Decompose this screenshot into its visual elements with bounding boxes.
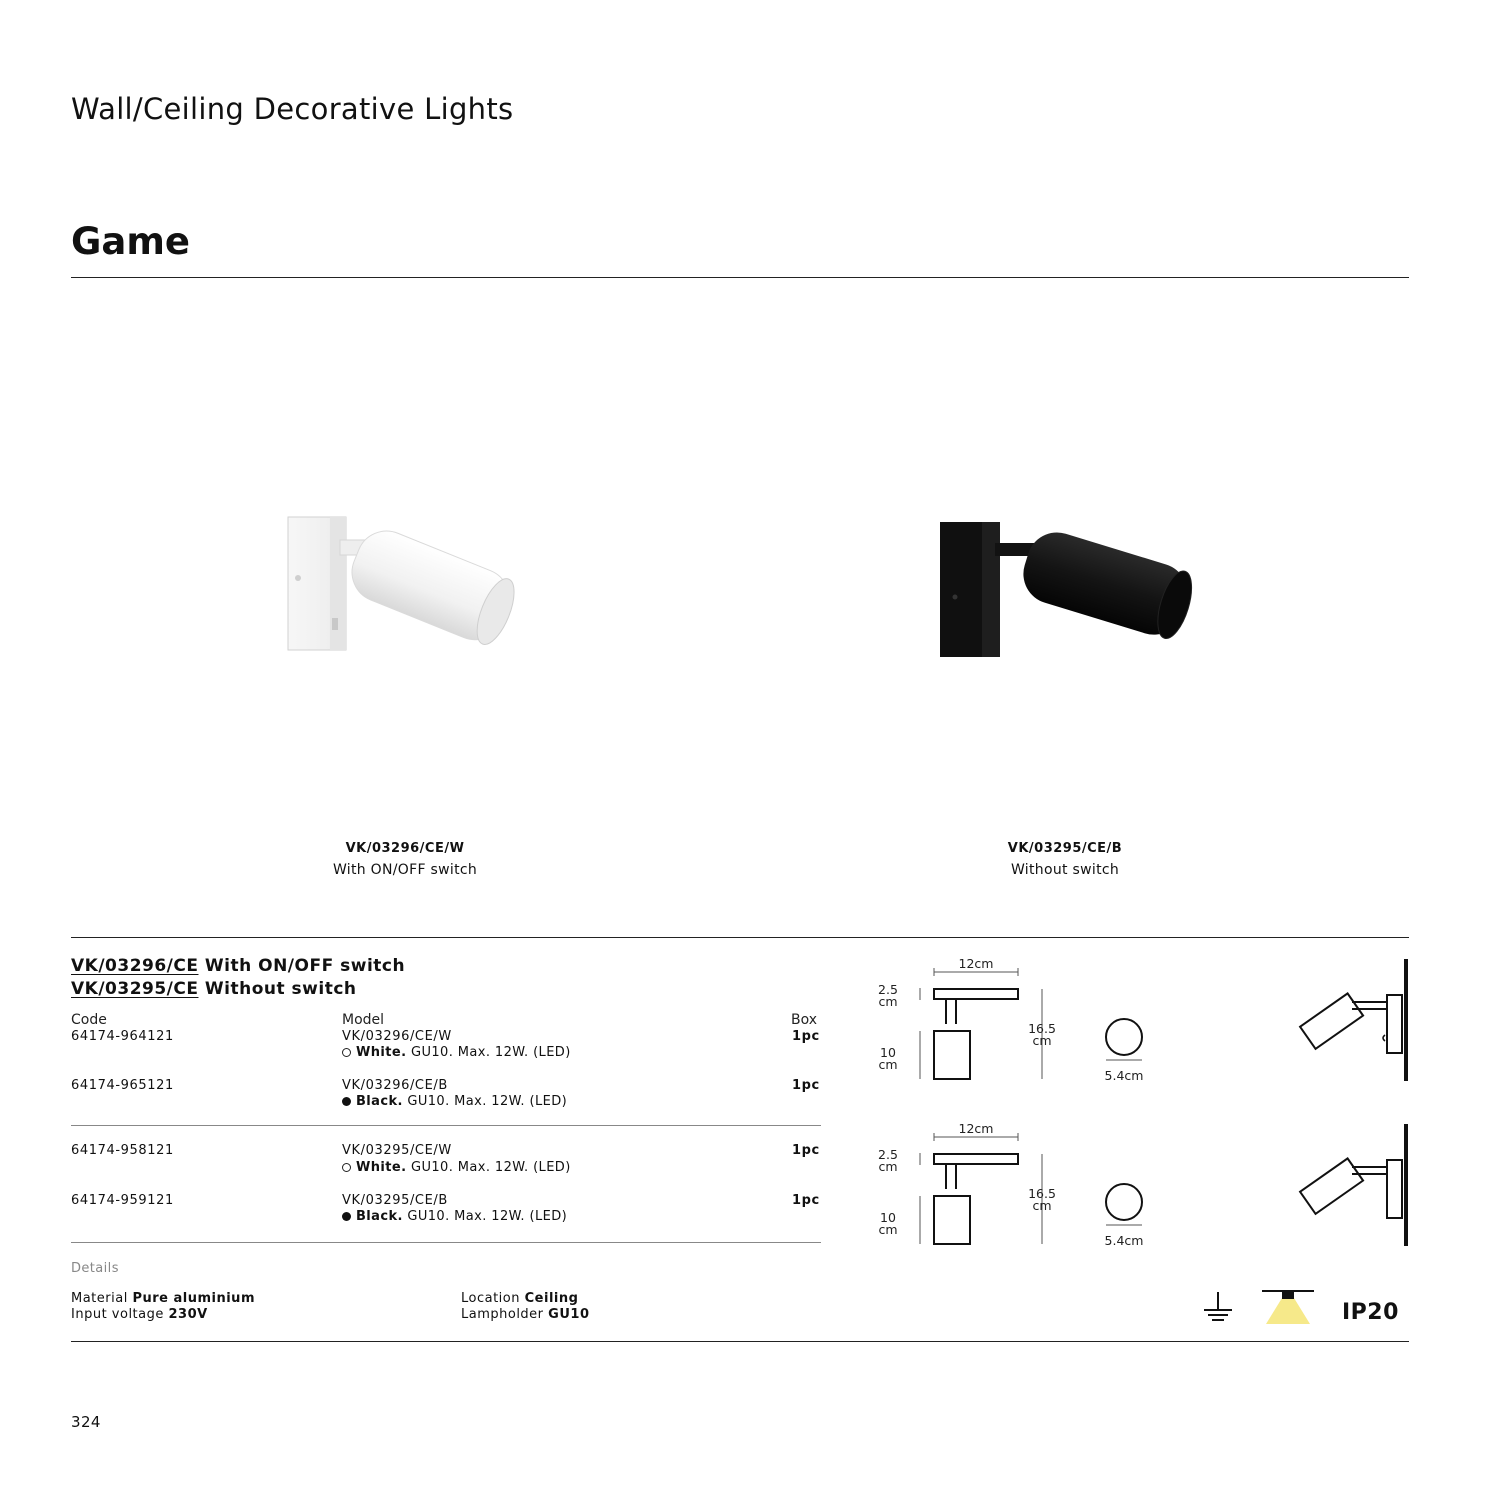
row-color: White. xyxy=(356,1160,407,1175)
row-variant xyxy=(342,1094,567,1109)
title-divider xyxy=(71,277,1409,278)
row-box: 1pc xyxy=(792,1029,820,1044)
row-model: VK/03296/CE/W xyxy=(342,1029,452,1044)
row-spec: GU10. Max. 12W. (LED) xyxy=(407,1209,568,1224)
column-header-model: Model xyxy=(342,1012,385,1028)
spec-location xyxy=(461,1291,578,1306)
base-height-value: 2.5 xyxy=(878,982,898,997)
variant-heading xyxy=(71,956,405,976)
row-box: 1pc xyxy=(792,1143,820,1158)
table-bottom-divider xyxy=(71,1242,821,1243)
category-title: Wall/Ceiling Decorative Lights xyxy=(71,92,514,126)
heading-model[interactable]: VK/03296/CE xyxy=(71,956,199,976)
total-height-value: 16.5 xyxy=(1028,1186,1056,1201)
white-finish-icon xyxy=(342,1048,351,1057)
row-spec: GU10. Max. 12W. (LED) xyxy=(407,1094,568,1109)
diameter-label: 5.4cm xyxy=(1104,1068,1144,1083)
spec-label: Material xyxy=(71,1291,128,1306)
body-height-unit: cm xyxy=(878,1057,898,1072)
spec-material xyxy=(71,1291,255,1306)
spec-label: Lampholder xyxy=(461,1307,544,1322)
row-spec: GU10. Max. 12W. (LED) xyxy=(410,1045,571,1060)
total-height-value: 16.5 xyxy=(1028,1021,1056,1036)
earth-ground-icon xyxy=(1200,1290,1236,1326)
caption-description: Without switch xyxy=(1010,862,1120,878)
base-height-value: 2.5 xyxy=(878,1147,898,1162)
caption-model: VK/03295/CE/B xyxy=(1007,841,1123,856)
width-label: 12cm xyxy=(958,956,994,971)
caption-white xyxy=(255,841,555,878)
variant-heading xyxy=(71,979,357,999)
table-top-divider xyxy=(71,937,1409,938)
heading-text: Without switch xyxy=(204,979,357,999)
row-code: 64174-964121 xyxy=(71,1029,174,1044)
product-photo-white xyxy=(270,500,570,670)
heading-text: With ON/OFF switch xyxy=(204,956,406,976)
total-height-unit: cm xyxy=(1032,1198,1052,1213)
row-model: VK/03295/CE/W xyxy=(342,1143,452,1158)
heading-model[interactable]: VK/03295/CE xyxy=(71,979,199,999)
row-box: 1pc xyxy=(792,1193,820,1208)
spec-voltage xyxy=(71,1307,208,1322)
body-height-value: 10 xyxy=(880,1210,896,1225)
base-height-unit: cm xyxy=(878,994,898,1009)
white-finish-icon xyxy=(342,1163,351,1172)
details-label: Details xyxy=(71,1261,119,1276)
width-label: 12cm xyxy=(958,1121,994,1136)
row-color: Black. xyxy=(356,1094,403,1109)
product-photo-black xyxy=(925,505,1225,675)
row-code: 64174-958121 xyxy=(71,1143,174,1158)
row-color: Black. xyxy=(356,1209,403,1224)
dimension-drawing xyxy=(860,952,1160,1092)
dimension-drawing xyxy=(860,1117,1160,1257)
spec-label: Input voltage xyxy=(71,1307,164,1322)
spec-value: Ceiling xyxy=(524,1291,579,1306)
diameter-label: 5.4cm xyxy=(1104,1233,1144,1248)
row-color: White. xyxy=(356,1045,407,1060)
ip-rating: IP20 xyxy=(1342,1300,1399,1325)
page-number: 324 xyxy=(71,1413,101,1431)
base-height-unit: cm xyxy=(878,1159,898,1174)
body-height-value: 10 xyxy=(880,1045,896,1060)
row-model: VK/03295/CE/B xyxy=(342,1193,448,1208)
caption-model: VK/03296/CE/W xyxy=(345,841,465,856)
row-code: 64174-965121 xyxy=(71,1078,174,1093)
row-model: VK/03296/CE/B xyxy=(342,1078,448,1093)
table-group-divider xyxy=(71,1125,821,1126)
light-beam-icon xyxy=(1260,1288,1316,1328)
total-height-unit: cm xyxy=(1032,1033,1052,1048)
spec-label: Location xyxy=(461,1291,520,1306)
side-view-drawing xyxy=(1280,955,1415,1085)
row-variant xyxy=(342,1209,567,1224)
row-box: 1pc xyxy=(792,1078,820,1093)
product-title: Game xyxy=(71,220,190,263)
spec-value: 230V xyxy=(168,1307,208,1322)
details-bottom-divider xyxy=(71,1341,1409,1342)
spec-lampholder xyxy=(461,1307,590,1322)
row-variant xyxy=(342,1160,571,1175)
side-view-drawing xyxy=(1280,1120,1415,1250)
body-height-unit: cm xyxy=(878,1222,898,1237)
black-finish-icon xyxy=(342,1097,351,1106)
spec-value: Pure aluminium xyxy=(132,1291,255,1306)
column-header-code: Code xyxy=(71,1012,107,1028)
caption-black xyxy=(915,841,1215,878)
row-variant xyxy=(342,1045,571,1060)
caption-description: With ON/OFF switch xyxy=(332,862,478,878)
spec-value: GU10 xyxy=(548,1307,590,1322)
row-spec: GU10. Max. 12W. (LED) xyxy=(410,1160,571,1175)
black-finish-icon xyxy=(342,1212,351,1221)
column-header-box: Box xyxy=(791,1012,818,1028)
row-code: 64174-959121 xyxy=(71,1193,174,1208)
